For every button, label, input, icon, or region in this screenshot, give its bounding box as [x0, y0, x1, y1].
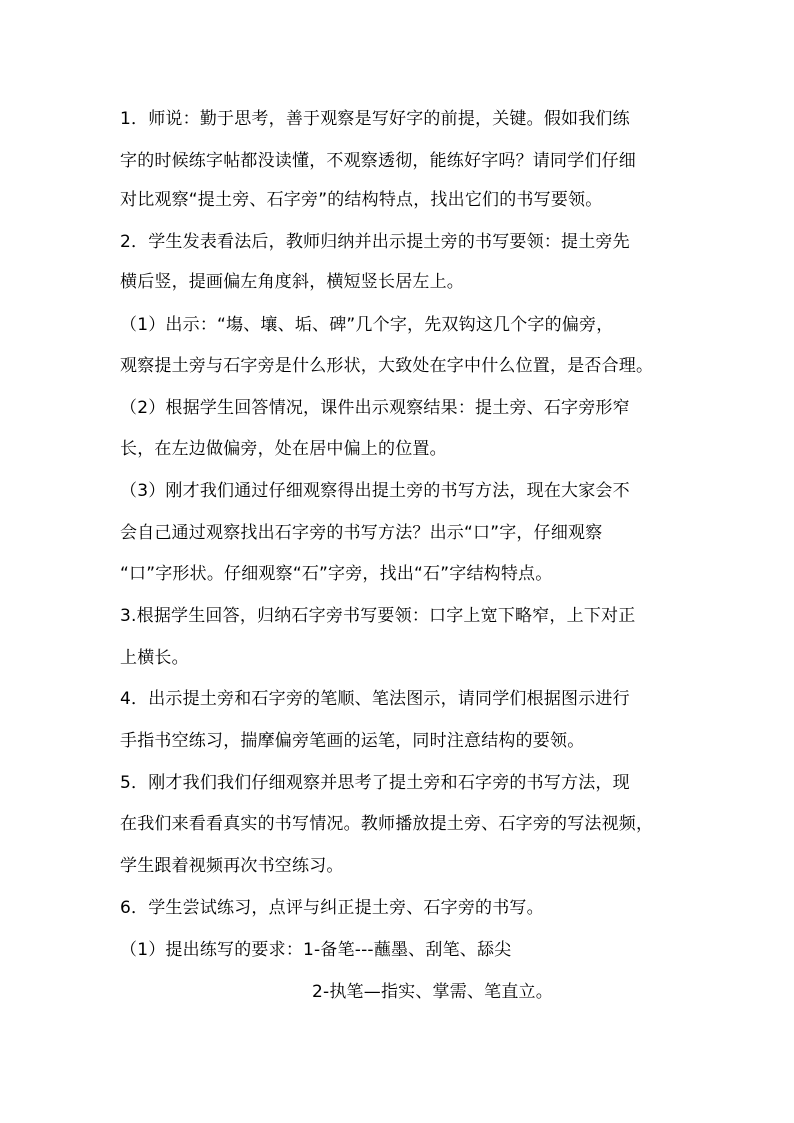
text-line: 会自己通过观察找出石字旁的书写方法？出示“口”字，仔细观察 [120, 523, 603, 543]
text-line: 5．刚才我们我们仔细观察并思考了提土旁和石字旁的书写方法，现 [120, 773, 630, 793]
text-line: 长，在左边做偏旁，处在居中偏上的位置。 [120, 439, 447, 459]
text-line: （1）出示：“塲、壤、垢、碑”几个字，先双钩这几个字的偏旁， [120, 315, 614, 335]
text-line: 在我们来看看真实的书写情况。教师播放提土旁、石字旁的写法视频， [120, 814, 654, 834]
text-line: 上横长。 [120, 648, 189, 668]
text-line: （1）提出练写的要求：1-备笔---蘸墨、刮笔、舔尖 [120, 940, 512, 960]
text-line: 字的时候练字帖都没读懂，不观察透彻，能练好字吗？请同学们仔细 [120, 151, 636, 171]
text-line: 3.根据学生回答，归纳石字旁书写要领：口字上宽下略窄，上下对正 [120, 606, 636, 626]
text-line: “口”字形状。仔细观察“石”字旁，找出“石”字结构特点。 [120, 564, 553, 584]
text-line: 2-执笔—指实、掌需、笔直立。 [312, 982, 553, 1002]
text-line: （3）刚才我们通过仔细观察得出提土旁的书写方法，现在大家会不 [120, 481, 630, 501]
text-line: 6．学生尝试练习，点评与纠正提土旁、石字旁的书写。 [120, 898, 544, 918]
text-line: （2）根据学生回答情况，课件出示观察结果：提土旁、石字旁形窄 [120, 398, 630, 418]
text-line: 观察提土旁与石字旁是什么形状，大致处在字中什么位置，是否合理。 [120, 356, 654, 376]
text-line: 2．学生发表看法后，教师归纳并出示提土旁的书写要领：提土旁先 [120, 232, 630, 252]
text-line: 手指书空练习，揣摩偏旁笔画的运笔，同时注意结构的要领。 [120, 731, 585, 751]
text-line: 学生跟着视频再次书空练习。 [120, 856, 344, 876]
text-line: 1．师说：勤于思考，善于观察是写好字的前提，关键。假如我们练 [120, 109, 630, 129]
text-line: 4．出示提土旁和石字旁的笔顺、笔法图示，请同学们根据图示进行 [120, 689, 630, 709]
text-line: 横后竖，提画偏左角度斜，横短竖长居左上。 [120, 272, 464, 292]
text-line: 对比观察“提土旁、石字旁”的结构特点，找出它们的书写要领。 [120, 190, 603, 210]
